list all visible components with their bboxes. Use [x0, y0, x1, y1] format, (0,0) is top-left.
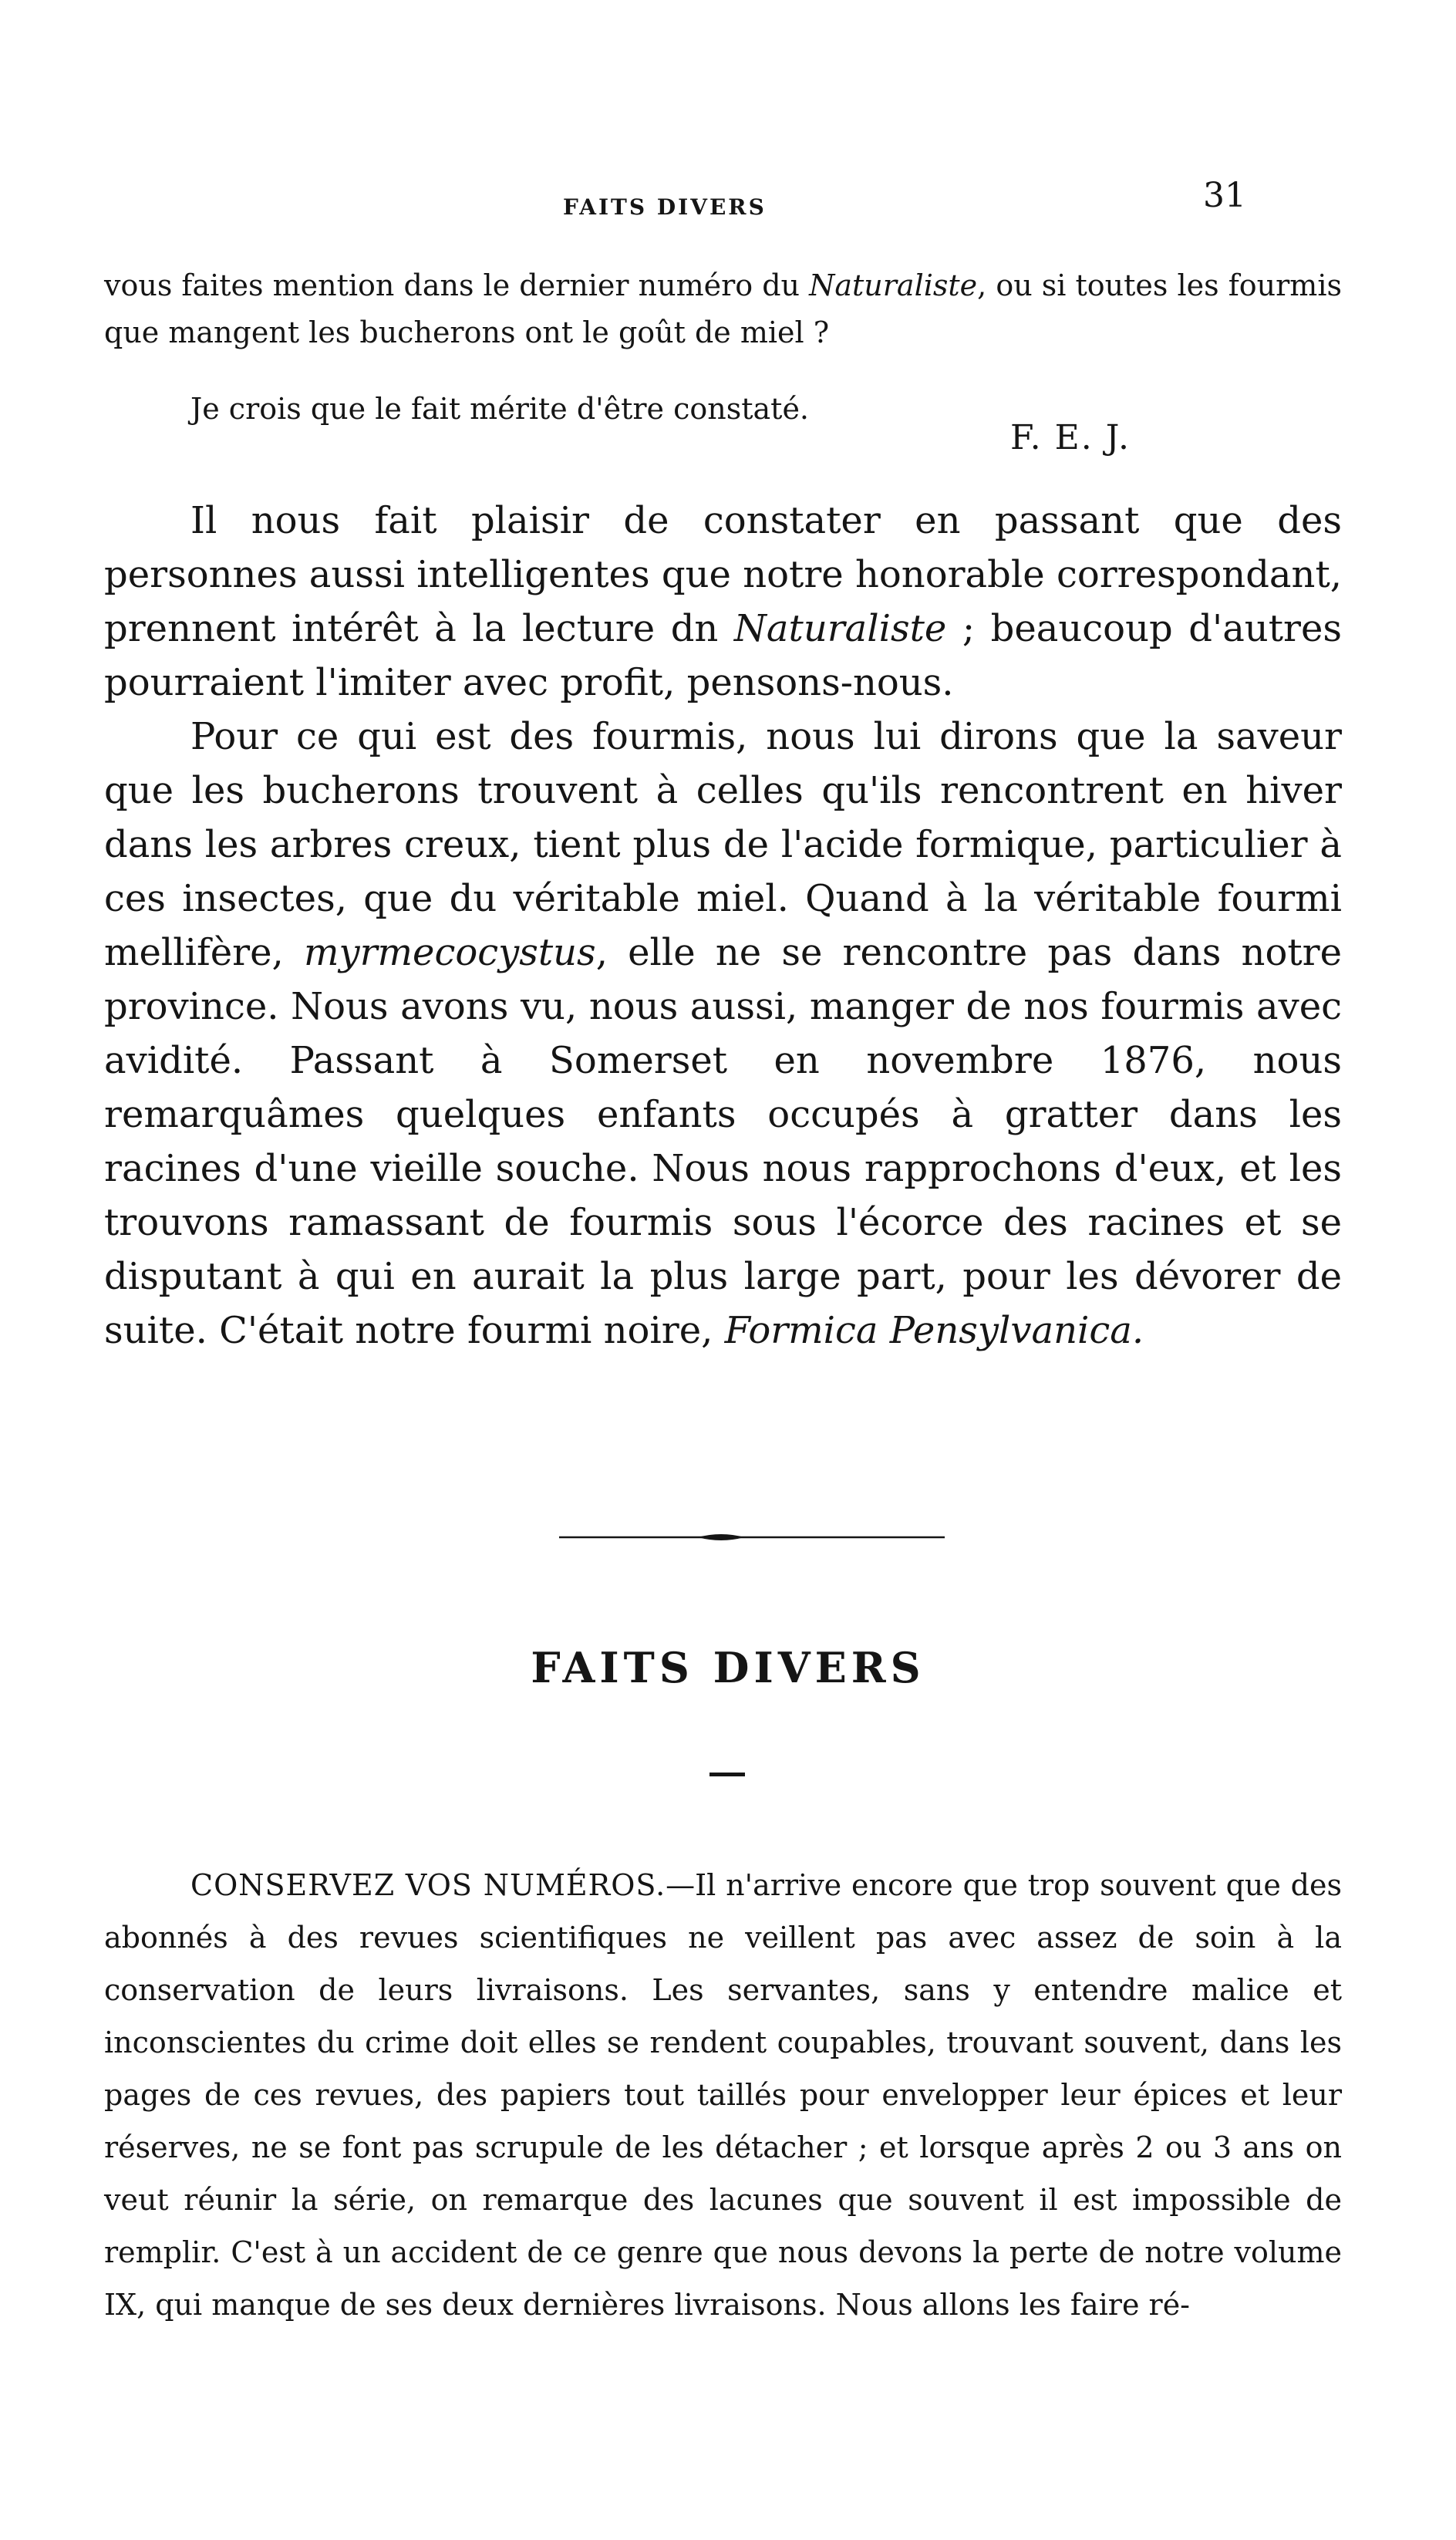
reply-text-segment: ; beaucoup d'autres pourraient l'imiter avec profit, pensons-nous.: [104, 607, 1342, 704]
reply-italic-genus: myrmecocystus: [303, 931, 596, 974]
letter-text-segment: vous faites mention dans le dernier numéro du: [104, 268, 810, 302]
letter-italic-title: Naturaliste: [809, 268, 978, 302]
letter-closing: [104, 386, 1342, 478]
ornamental-rule: [559, 1530, 945, 1545]
letter-text: [104, 262, 1342, 356]
reply-paragraph-1: [104, 494, 1342, 710]
section-body: —Il n'arrive encore que trop souvent que des abonnés à des revues scientifiques ne veillent pas avec assez de soin à la conservation de leurs livraisons. Les servantes, sans y entendre malice et inconscientes du crime doit elles se rendent coupables, trouvant souvent, dans les pages de ces revues, des papiers tout taillés pour envelopper leur épices et leur réserves, ne se font pas scrupule de les détacher ; et lorsque après 2 ou 3 ans on veut réunir la série, on remarque des lacunes que souvent il est impossible de remplir. C'est à un accident de ce genre que nous devons la perte de notre volume IX, qui manque de ses deux dernières livraisons. Nous allons les faire ré-: [104, 1868, 1342, 2322]
section-title: FAITS DIVERS: [531, 1643, 925, 1692]
letter-paragraph: [104, 262, 1342, 356]
running-title: FAITS DIVERS: [563, 194, 767, 220]
letter-text-segment: , ou si toutes les fourmis que mangent les bucherons ont le goût de miel ?: [104, 268, 1342, 349]
section-rule: [709, 1773, 745, 1776]
reply-paragraph-2: [104, 710, 1342, 1358]
letter-signature: F. E. J.: [1010, 418, 1131, 457]
running-header: [0, 176, 1456, 238]
editor-reply: [104, 494, 1342, 1358]
reply-text-segment: Pour ce qui est des fourmis, nous lui dirons que la saveur que les bucherons trouvent à celles qu'ils rencontrent en hiver dans les arbres creux, tient plus de l'acide formique, particulier à ces insectes, que du véritable miel. Quand à la véritable fourmi mellifère,: [104, 715, 1342, 974]
reply-italic-title: Naturaliste: [733, 607, 947, 650]
reply-text-segment: Il nous fait plaisir de constater en passant que des personnes aussi intelligentes que notre honorable correspondant, prennent intérêt à la lecture dn: [104, 499, 1342, 650]
page-number: 31: [1203, 176, 1246, 215]
section-paragraph: [104, 1859, 1342, 2331]
reply-text-segment: , elle ne se rencontre pas dans notre province. Nous avons vu, nous aussi, manger de nos fourmis avec avidité. Passant à Somerset en novembre 1876, nous remarquâmes quelques enfants occupés à gratter dans les racines d'une vieille souche. Nous nous rapprochons d'eux, et les trouvons ramassant de fourmis sous l'écorce des racines et se disputant à qui en aurait la plus large part, pour les dévorer de suite. C'était notre fourmi noire,: [104, 931, 1342, 1352]
section-text: [104, 1859, 1342, 2331]
reply-italic-species: Formica Pensylvanica.: [724, 1309, 1144, 1352]
letter-closing-line: Je crois que le fait mérite d'être constaté.: [190, 392, 810, 426]
section-lead: CONSERVEZ VOS NUMÉROS.: [190, 1868, 666, 1902]
